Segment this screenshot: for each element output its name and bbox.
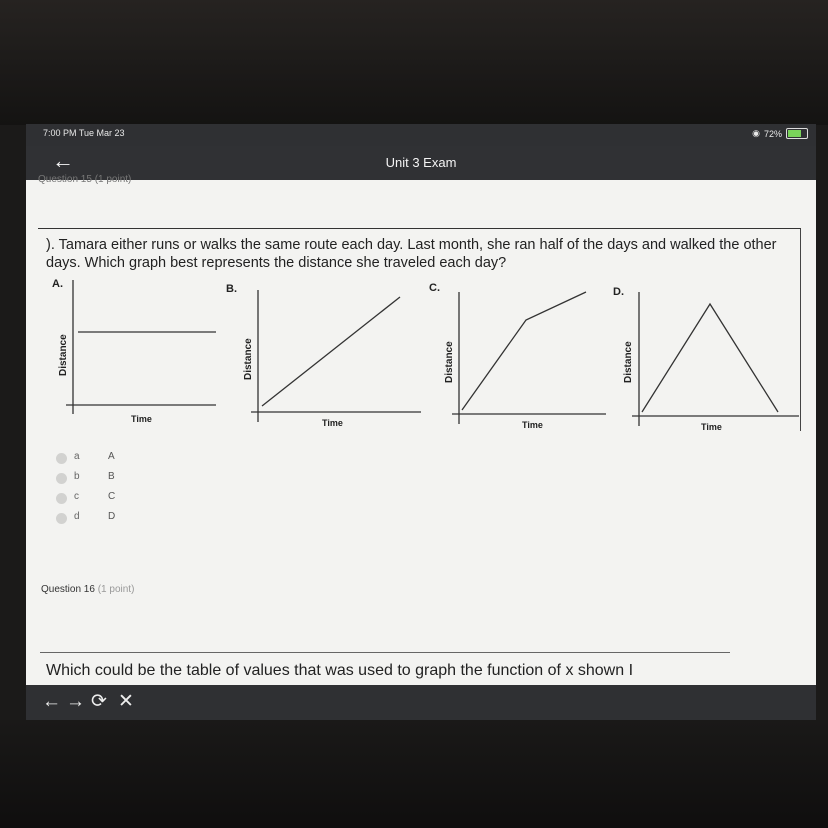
graph-b-label: B. <box>226 283 237 295</box>
graph-c-ylabel: Distance <box>444 341 455 383</box>
option-a[interactable] <box>56 450 176 468</box>
status-bar <box>26 124 816 146</box>
radio-button[interactable] <box>56 513 67 524</box>
graph-c-label: C. <box>429 282 440 294</box>
graph-a-label: A. <box>52 278 63 290</box>
question-16-text: Which could be the table of values that was used to graph the function of x shown I <box>46 662 634 679</box>
question-16-number: Question 16 <box>41 584 95 595</box>
question-16-header <box>41 584 134 595</box>
option-letter: d <box>74 511 80 522</box>
question-divider <box>40 652 730 653</box>
status-indicators <box>752 128 808 139</box>
close-icon[interactable]: ✕ <box>118 691 134 712</box>
page-title: Unit 3 Exam <box>385 155 457 170</box>
option-letter: c <box>74 491 79 502</box>
battery-level <box>788 130 801 137</box>
radio-button[interactable] <box>56 453 67 464</box>
option-value: A <box>108 451 115 462</box>
radio-button[interactable] <box>56 473 67 484</box>
option-value: B <box>108 471 115 482</box>
browser-toolbar <box>26 685 816 721</box>
device-bezel-bottom <box>0 720 828 828</box>
option-letter: a <box>74 451 80 462</box>
battery-percent: 72% <box>763 128 782 139</box>
graph-b-line <box>262 297 400 406</box>
option-letter: b <box>74 471 80 482</box>
option-value: D <box>108 511 116 522</box>
question-16-points: (1 point) <box>97 584 135 595</box>
previous-question-header: Question 15 (1 point) <box>38 174 132 185</box>
wifi-icon: ◉ <box>752 128 760 138</box>
back-arrow-icon[interactable]: ← <box>42 691 61 712</box>
forward-arrow-icon[interactable]: → <box>66 691 85 712</box>
question-15-text: ). Tamara either runs or walks the same route each day. Last month, she ran half of the days and walked the other days. Which graph best represents the distance she traveled each day? <box>46 237 777 271</box>
graph-a-ylabel: Distance <box>58 334 69 376</box>
radio-button[interactable] <box>56 493 67 504</box>
tablet-screen <box>26 124 816 721</box>
graph-b-xlabel: Time <box>322 418 343 428</box>
graph-b-ylabel: Distance <box>243 338 254 380</box>
nav-bar <box>26 146 816 180</box>
exam-content[interactable] <box>26 174 816 685</box>
graph-d-line <box>642 304 778 412</box>
reload-icon[interactable]: ⟳ <box>91 691 107 712</box>
option-value: C <box>108 491 116 502</box>
option-c[interactable] <box>56 490 176 508</box>
option-d[interactable] <box>56 510 176 528</box>
graph-c-line <box>462 292 586 410</box>
graph-c-xlabel: Time <box>522 420 543 430</box>
battery-icon <box>786 128 808 139</box>
graph-d-xlabel: Time <box>701 422 722 432</box>
status-time: 7:00 PM Tue Mar 23 <box>43 128 125 138</box>
graph-d-ylabel: Distance <box>623 341 634 383</box>
device-bezel-top <box>0 0 828 125</box>
graph-a-xlabel: Time <box>131 414 152 424</box>
option-b[interactable] <box>56 470 176 488</box>
graphs-figure <box>26 180 816 440</box>
graph-d-label: D. <box>613 286 624 298</box>
back-icon[interactable]: ← <box>52 148 74 173</box>
